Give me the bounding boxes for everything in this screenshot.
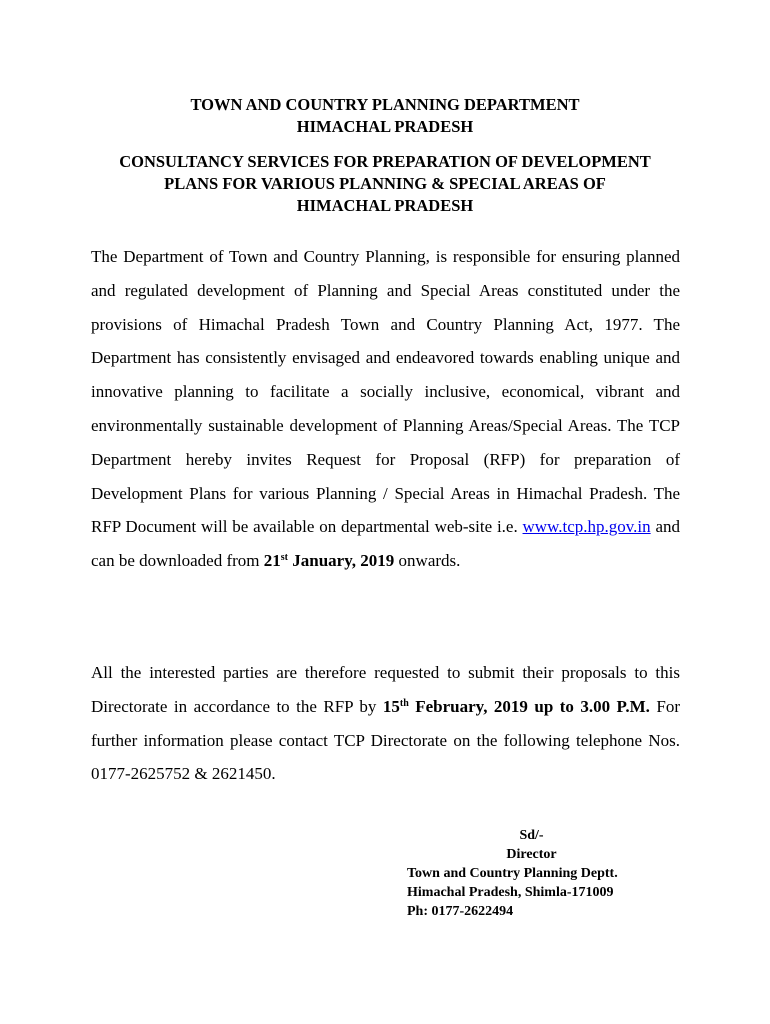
website-link[interactable]: www.tcp.hp.gov.in [522,517,651,537]
release-date-rest: January, 2019 [288,551,395,571]
release-date-suffix: st [280,552,289,564]
paragraph-1-download-text: and can be downloaded from [91,517,680,571]
title-line-3: HIMACHAL PRADESH [296,196,474,215]
paragraph-2-text: All the interested parties are therefore requested to submit their proposals to this Directorate in accordance to the RFP by [91,663,680,716]
paragraph-2-end: For further information please contact TCP Directorate on the following telephone Nos. 0177-2625752 & 2621450. [91,696,680,784]
release-date [264,551,395,570]
signature-office: Town and Country Planning Deptt. [407,866,618,881]
deadline-rest: February, 2019 up to 3.00 P.M. [408,696,650,716]
deadline-day: 15 [382,696,400,716]
signature-address: Himachal Pradesh, Shimla-171009 [407,885,614,900]
deadline-date [383,697,650,716]
release-date-day: 21 [263,551,281,571]
signature-block [407,826,677,921]
signature-phone: Ph: 0177-2622494 [407,904,514,919]
signature-designation: Director [506,847,557,862]
document-header [90,94,680,138]
document-title [80,151,690,217]
paragraph-1-end: onwards. [394,551,461,571]
signature-sd: Sd/- [519,828,544,843]
title-line-1: CONSULTANCY SERVICES FOR PREPARATION OF DEVELOPMENT [119,152,651,171]
department-name: TOWN AND COUNTRY PLANNING DEPARTMENT [190,95,580,114]
paragraph-submission [91,656,680,791]
state-name: HIMACHAL PRADESH [296,117,474,136]
paragraph-announcement [91,240,680,578]
title-line-2: PLANS FOR VARIOUS PLANNING & SPECIAL AREAS OF [164,174,606,193]
deadline-suffix: th [399,697,409,709]
paragraph-1-text: The Department of Town and Country Planning, is responsible for ensuring planned and regulated development of Planning and Special Areas constituted under the provisions of Himachal Pradesh Town and Country Planning Act, 1977. The Department has consistently envisaged and endeavored towards enabling unique and innovative planning to facilitate a socially inclusive, economical, vibrant and environmentally sustainable development of Planning Areas/Special Areas. The TCP Department hereby invites Request for Proposal (RFP) for preparation of Development Plans for various Planning / Special Areas in Himachal Pradesh. The RFP Document will be available on departmental web-site i.e. [91,247,680,537]
